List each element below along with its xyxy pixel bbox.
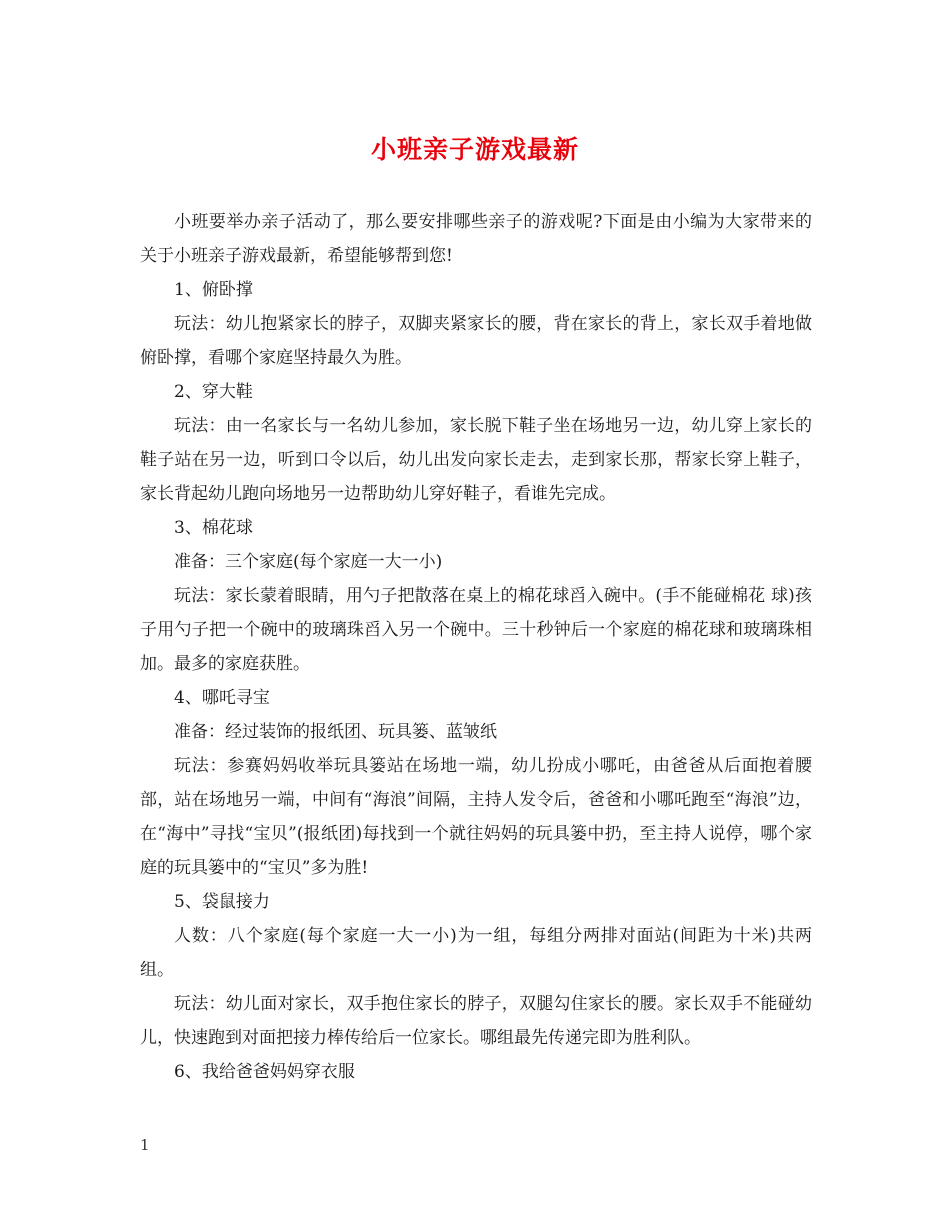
section-heading-pushup: 1、俯卧撑 bbox=[174, 280, 253, 300]
document-title: 小班亲子游戏最新 bbox=[370, 135, 579, 164]
kangaroo-relay-participants: 人数：八个家庭(每个家庭一大一小)为一组，每组分两排对面站(间距为十米)共两组。 bbox=[140, 926, 812, 980]
cotton-ball-preparation: 准备：三个家庭(每个家庭一大一小) bbox=[174, 552, 443, 572]
cotton-ball-rules: 玩法：家长蒙着眼睛，用勺子把散落在桌上的棉花球舀入碗中。(手不能碰棉花 球)孩子用勺子把一个碗中的玻璃珠舀入另一个碗中。三十秒钟后一个家庭的棉花球和玻璃珠相加。最多的家庭获胜。 bbox=[140, 586, 812, 674]
section-heading-treasure-hunt: 4、哪吒寻宝 bbox=[174, 688, 270, 708]
intro-paragraph: 小班要举办亲子活动了，那么要安排哪些亲子的游戏呢?下面是由小编为大家带来的关于小班亲子游戏最新，希望能够帮到您! bbox=[140, 212, 812, 266]
section-heading-big-shoes: 2、穿大鞋 bbox=[174, 382, 253, 402]
big-shoes-rules: 玩法：由一名家长与一名幼儿参加，家长脱下鞋子坐在场地另一边，幼儿穿上家长的鞋子站在另一边，听到口令以后，幼儿出发向家长走去，走到家长那，帮家长穿上鞋子，家长背起幼儿跑向场地另一边帮助幼儿穿好鞋子，看谁先完成。 bbox=[140, 416, 812, 504]
section-heading-dress-parents: 6、我给爸爸妈妈穿衣服 bbox=[174, 1062, 355, 1082]
kangaroo-relay-rules: 玩法：幼儿面对家长，双手抱住家长的脖子，双腿勾住家长的腰。家长双手不能碰幼儿，快速跑到对面把接力棒传给后一位家长。哪组最先传递完即为胜利队。 bbox=[140, 994, 812, 1048]
treasure-hunt-preparation: 准备：经过装饰的报纸团、玩具篓、蓝皱纸 bbox=[174, 722, 497, 742]
section-heading-cotton-ball: 3、棉花球 bbox=[174, 518, 253, 538]
section-heading-kangaroo-relay: 5、袋鼠接力 bbox=[174, 892, 270, 912]
document-body bbox=[140, 205, 812, 1089]
page-number: 1 bbox=[140, 1136, 150, 1154]
treasure-hunt-rules: 玩法：参赛妈妈收举玩具篓站在场地一端，幼儿扮成小哪吒，由爸爸从后面抱着腰部，站在场地另一端，中间有“海浪”间隔，主持人发令后，爸爸和小哪吒跑至“海浪”边，在“海中”寻找“宝贝”(报纸团)每找到一个就往妈妈的玩具篓中扔，至主持人说停，哪个家庭的玩具篓中的“宝贝”多为胜! bbox=[140, 756, 812, 878]
pushup-rules: 玩法：幼儿抱紧家长的脖子，双脚夹紧家长的腰，背在家长的背上，家长双手着地做俯卧撑，看哪个家庭坚持最久为胜。 bbox=[140, 314, 812, 368]
